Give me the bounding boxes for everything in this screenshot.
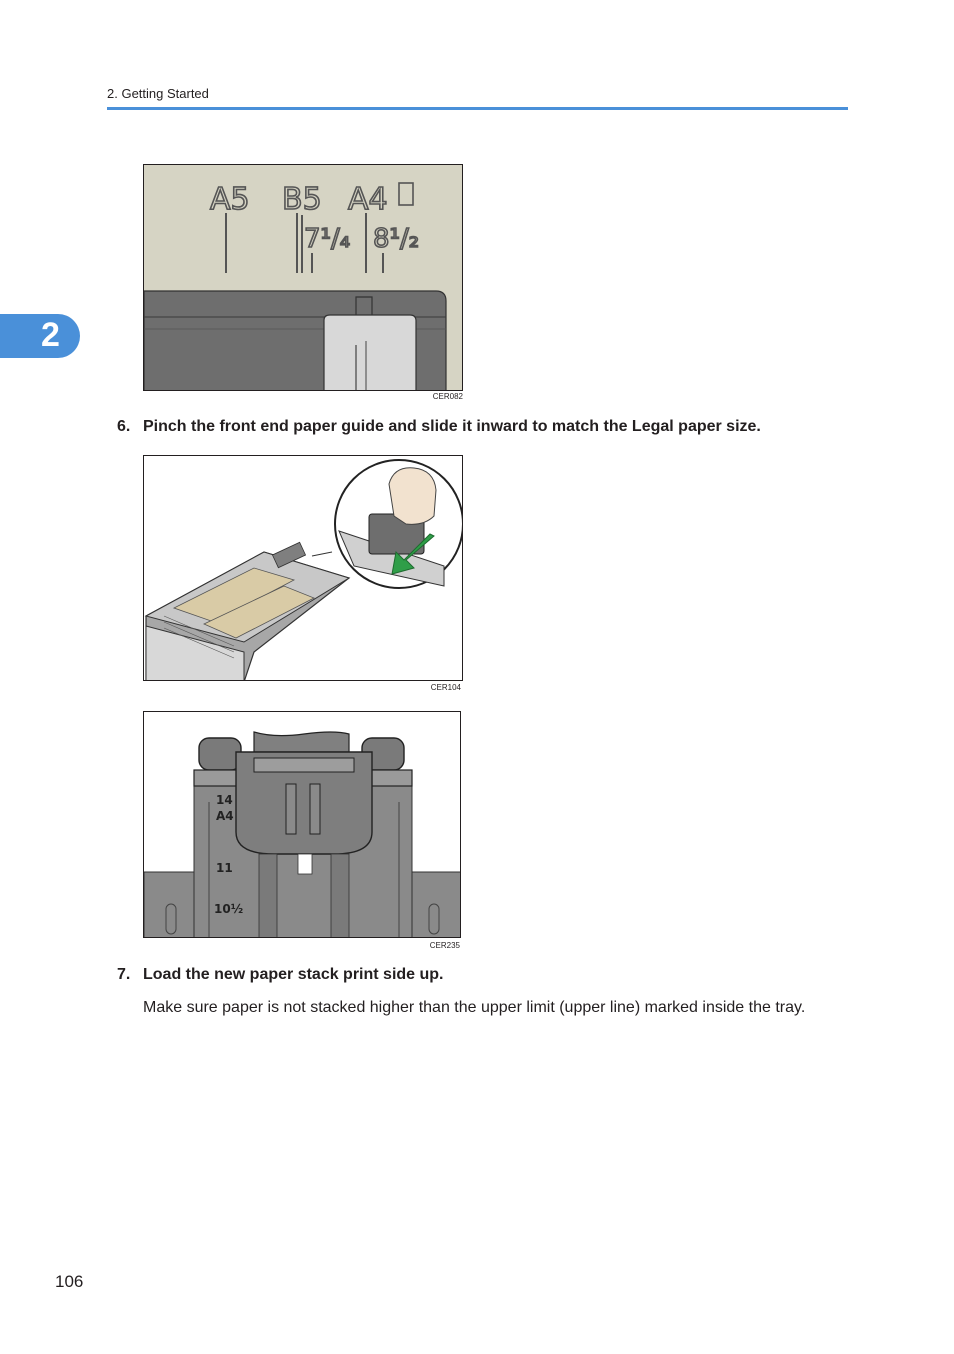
chapter-tab [0,314,80,358]
step-text: Pinch the front end paper guide and slide it inward to match the Legal paper size. [143,418,761,435]
step-7-detail: Make sure paper is not stacked higher than the upper limit (upper line) marked inside the tray. [143,999,806,1016]
label-14: 14 [216,793,233,807]
step-text: Load the new paper stack print side up. [143,966,444,983]
figure-paper-tray-guide [143,455,463,681]
figure-code: CER104 [430,683,461,692]
tray-top-view-illustration [144,712,461,938]
step-number: 7. [117,966,131,983]
running-header: 2. Getting Started [107,86,209,101]
figure-code: CER235 [429,941,460,950]
label-8-1-2: 8¹/₂ [373,224,420,254]
page-number: 106 [55,1272,84,1291]
step-number: 6. [117,418,131,435]
figure-size-markings [143,164,463,391]
hand-icon [389,468,436,525]
tray-illustration [144,456,463,681]
label-a5: A5 [210,182,250,217]
step-7 [117,966,444,984]
label-b5: B5 [282,182,322,217]
figure-tray-upper-limit [143,711,461,938]
label-a4: A4 [216,809,234,823]
label-7-1-4: 7¹/₄ [304,224,351,254]
chapter-number: 2 [41,316,60,354]
header-rule [107,107,848,110]
label-11: 11 [216,861,233,875]
label-10-1-2: 10½ [214,902,244,916]
size-markings-illustration [144,165,463,391]
step-6 [117,418,761,436]
label-a4: A4 [348,182,388,217]
figure-code: CER082 [432,392,463,401]
paper-guide-tab [324,315,416,391]
